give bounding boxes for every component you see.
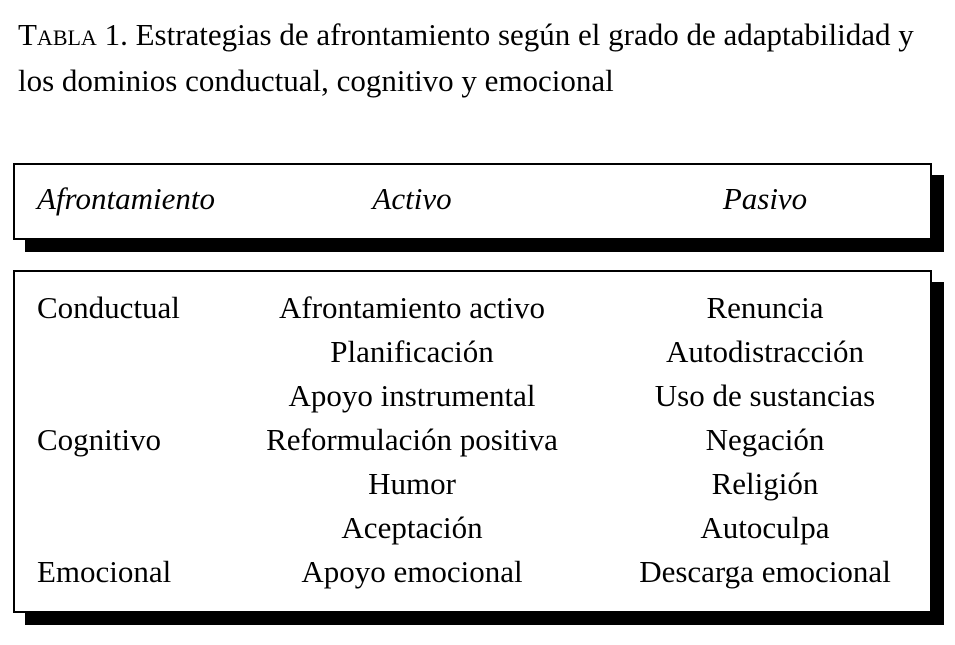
header-pasivo: Pasivo (722, 181, 808, 216)
passive-cell: Autodistracción (665, 334, 864, 369)
active-cell: Afrontamiento activo (279, 290, 545, 325)
table-row (15, 506, 930, 550)
domain-cell: Cognitivo (37, 422, 162, 457)
table-row (15, 374, 930, 418)
caption-label: Tabla 1. (18, 17, 128, 52)
active-cell: Reformulación positiva (266, 422, 558, 457)
passive-cell: Autoculpa (700, 510, 830, 545)
passive-cell: Descarga emocional (639, 554, 891, 589)
caption-text: Estrategias de afrontamiento según el grado de adaptabilidad y los dominios conductual, cognitivo y emocional (18, 17, 914, 98)
passive-cell: Religión (711, 466, 819, 501)
header-afrontamiento: Afrontamiento (37, 181, 215, 216)
passive-cell: Renuncia (706, 290, 824, 325)
table-caption (18, 12, 918, 104)
active-cell: Apoyo instrumental (288, 378, 536, 413)
table-row (15, 330, 930, 374)
passive-cell: Negación (705, 422, 825, 457)
table-body (13, 270, 932, 613)
active-cell: Aceptación (341, 510, 483, 545)
domain-cell: Conductual (37, 290, 180, 325)
table-rows (15, 286, 930, 594)
active-cell: Humor (368, 466, 456, 501)
active-cell: Apoyo emocional (301, 554, 523, 589)
table-row (15, 418, 930, 462)
active-cell: Planificación (330, 334, 494, 369)
table-row (15, 550, 930, 594)
table-row (15, 462, 930, 506)
domain-cell: Emocional (37, 554, 172, 589)
header-activo: Activo (372, 181, 452, 216)
passive-cell: Uso de sustancias (654, 378, 876, 413)
table-header (13, 163, 932, 240)
table-row (15, 286, 930, 330)
